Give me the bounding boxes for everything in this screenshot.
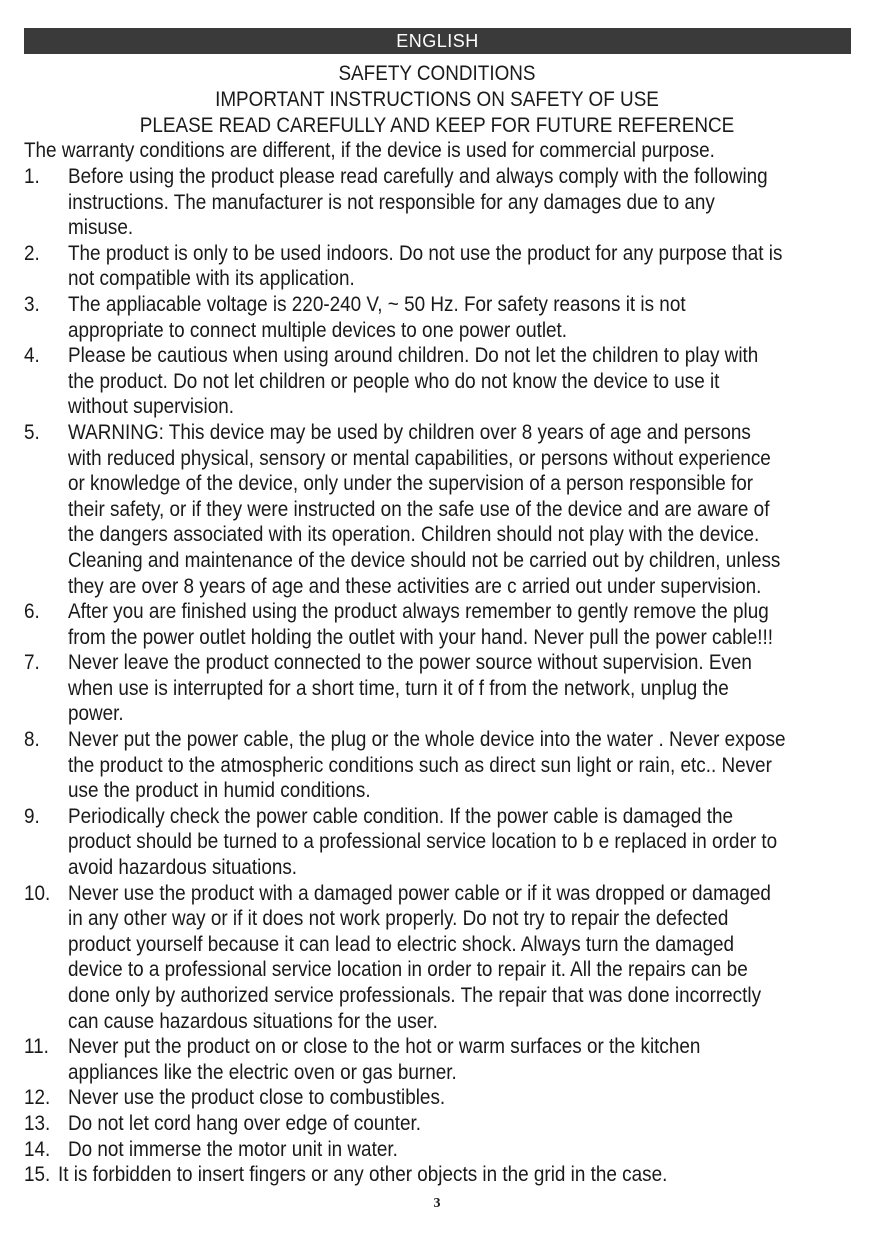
item-text: Before using the product please read carefully and always comply with the following instructions. The manufacturer is not responsible for any damages due to any misuse. [68, 165, 768, 240]
instruction-item [24, 1162, 874, 1188]
item-text: WARNING: This device may be used by children over 8 years of age and persons with reduced physical, sensory or mental capabilities, or persons without experience or knowledge of the device, only under the supervision of a person responsible for their safety, or if they were instructed on the safe use of the device and are aware of the dangers associated with its operation. Children should not play with the device. Cleaning and maintenance of the device should not be carried out by children, unless they are over 8 years of age and these activities are c arried out under supervision. [68, 420, 781, 598]
item-text: Never put the power cable, the plug or the whole device into the water . Never expose the product to the atmospheric conditions such as direct sun light or rain, etc.. Never use the product in humid conditions. [68, 728, 786, 803]
item-text: The appliacable voltage is 220-240 V, ~ 50 Hz. For safety reasons it is not appropriate to connect multiple devices to one power outlet. [68, 292, 686, 342]
language-header-bar: ENGLISH [24, 28, 851, 54]
item-text: Never put the product on or close to the hot or warm surfaces or the kitchen appliances like the electric oven or gas burner. [68, 1035, 701, 1084]
warranty-intro: The warranty conditions are different, if the device is used for commercial purpose. [24, 139, 715, 162]
item-text: The product is only to be used indoors. Do not use the product for any purpose that is not compatible with its application. [68, 241, 783, 291]
item-number: 4. [24, 344, 40, 368]
instruction-item [24, 1137, 874, 1163]
item-text: Periodically check the power cable condition. If the power cable is damaged the product should be turned to a professional service location to b e replaced in order to avoid hazardous situations. [68, 804, 778, 880]
instruction-item [24, 1085, 874, 1111]
item-number: 2. [24, 241, 40, 265]
instruction-item [24, 164, 874, 241]
item-number: 9. [24, 804, 40, 828]
instruction-item [24, 241, 874, 292]
item-number: 1. [24, 165, 40, 188]
item-text: Do not immerse the motor unit in water. [68, 1137, 398, 1161]
item-number: 12. [24, 1086, 51, 1110]
safety-instructions-list [24, 164, 874, 1188]
instruction-item [24, 1034, 874, 1085]
item-number: 10. [24, 881, 51, 905]
item-number: 15. [24, 1163, 51, 1187]
instruction-item [24, 599, 874, 650]
title-read-carefully: PLEASE READ CAREFULLY AND KEEP FOR FUTURE REFERENCE [139, 114, 735, 137]
item-number: 8. [24, 728, 40, 752]
item-number: 3. [24, 292, 40, 316]
item-text: Never leave the product connected to the power source without supervision. Even when use is interrupted for a short time, turn it of f from the network, unplug the power. [68, 651, 752, 726]
item-number: 14. [24, 1137, 51, 1161]
page-number: 3 [433, 1196, 441, 1211]
item-number: 6. [24, 600, 40, 624]
instruction-item [24, 727, 874, 804]
title-important-instructions: IMPORTANT INSTRUCTIONS ON SAFETY OF USE [215, 88, 659, 111]
title-safety-conditions: SAFETY CONDITIONS [338, 62, 536, 85]
item-text: Never use the product with a damaged power cable or if it was dropped or damaged in any other way or if it does not work properly. Do not try to repair the defected product yourself because it can lead to electric shock. Always turn the damaged device to a professional service location in order to repair it. All the repairs can be done only by authorized service professionals. The repair that was done incorrectly can cause hazardous situations for the user. [68, 881, 771, 1033]
item-number: 11. [24, 1035, 49, 1059]
item-number: 7. [24, 651, 40, 675]
item-text: It is forbidden to insert fingers or any other objects in the grid in the case. [58, 1163, 668, 1187]
instruction-item [24, 343, 874, 420]
instruction-item [24, 420, 874, 599]
instruction-item [24, 881, 874, 1035]
item-text: Do not let cord hang over edge of counter. [68, 1111, 422, 1135]
item-text: Never use the product close to combustibles. [68, 1086, 446, 1110]
instruction-item [24, 804, 874, 881]
item-number: 5. [24, 420, 40, 444]
instruction-item [24, 1111, 874, 1137]
item-text: Please be cautious when using around children. Do not let the children to play with the product. Do not let children or people who do not know the device to use it without supervision. [68, 344, 759, 419]
item-text: After you are finished using the product always remember to gently remove the plug from the power outlet holding the outlet with your hand. Never pull the power cable!!! [68, 600, 773, 649]
item-number: 13. [24, 1111, 51, 1135]
instruction-item [24, 292, 874, 343]
instruction-item [24, 650, 874, 727]
